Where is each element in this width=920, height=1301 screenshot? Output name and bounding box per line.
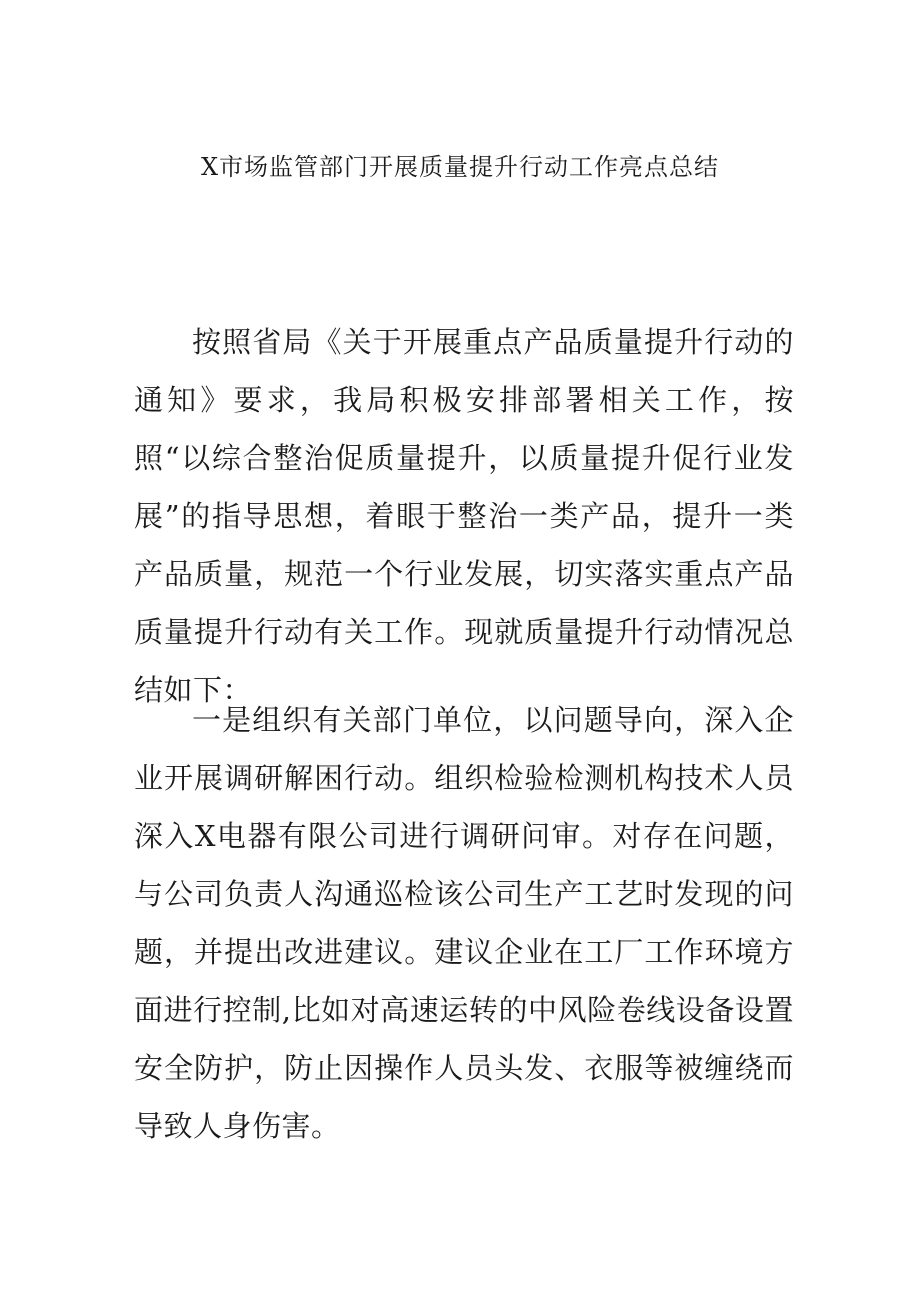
paragraph-intro: 按照省局《关于开展重点产品质量提升行动的通知》要求，我局积极安排部署相关工作，按照“以综合整治促质量提升，以质量提升促行业发展”的指导思想，着眼于整治一类产品，提升一类产品质量，规范一个行业发展，切实落实重点产品质量提升行动有关工作。现就质量提升行动情况总结如下：: [134, 325, 794, 707]
paragraph-first-point: 一是组织有关部门单位，以问题导向，深入企业开展调研解困行动。组织检验检测机构技术人员深入X电器有限公司进行调研问审。对存在问题，与公司负责人沟通巡检该公司生产工艺时发现的问题，并提出改进建议。建议企业在工厂工作环境方面进行控制,比如对高速运转的中风险卷线设备设置安全防护，防止因操作人员头发、衣服等被缠绕而导致人身伤害。: [134, 703, 794, 1143]
document-title: X市场监管部门开展质量提升行动工作亮点总结: [200, 153, 720, 181]
